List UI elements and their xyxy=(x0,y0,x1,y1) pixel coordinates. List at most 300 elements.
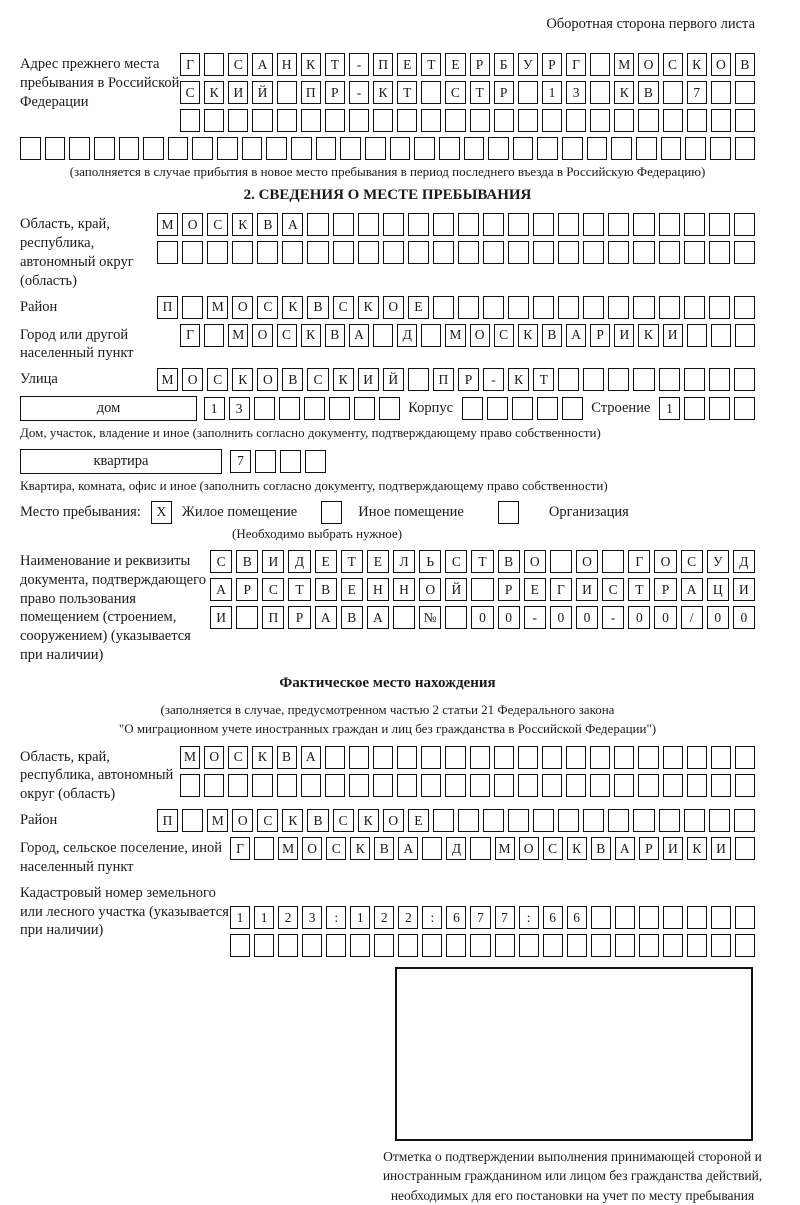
char-cell[interactable] xyxy=(397,746,417,769)
char-cell[interactable]: Т xyxy=(288,578,310,601)
char-cell[interactable]: Й xyxy=(383,368,404,391)
char-cell[interactable] xyxy=(659,809,680,832)
char-cell[interactable]: Р xyxy=(288,606,310,629)
char-cell[interactable]: Т xyxy=(471,550,493,573)
char-cell[interactable]: П xyxy=(262,606,284,629)
char-cell[interactable] xyxy=(390,137,411,160)
char-cell[interactable]: А xyxy=(301,746,321,769)
char-cell[interactable]: Г xyxy=(566,53,586,76)
char-cell[interactable] xyxy=(408,241,429,264)
char-cell[interactable]: А xyxy=(252,53,272,76)
char-cell[interactable]: Р xyxy=(458,368,479,391)
char-cell[interactable]: М xyxy=(614,53,634,76)
char-cell[interactable] xyxy=(633,368,654,391)
char-cell[interactable] xyxy=(439,137,460,160)
char-cell[interactable]: И xyxy=(576,578,598,601)
char-cell[interactable]: 1 xyxy=(350,906,370,929)
char-cell[interactable]: О xyxy=(252,324,272,347)
char-cell[interactable]: С xyxy=(307,368,328,391)
char-cell[interactable] xyxy=(207,241,228,264)
char-cell[interactable] xyxy=(494,109,514,132)
char-cell[interactable]: 1 xyxy=(204,397,225,420)
char-cell[interactable] xyxy=(518,81,538,104)
char-cell[interactable]: У xyxy=(518,53,538,76)
char-cell[interactable] xyxy=(611,137,632,160)
char-cell[interactable]: Г xyxy=(628,550,650,573)
char-cell[interactable]: О xyxy=(383,296,404,319)
char-cell[interactable] xyxy=(566,746,586,769)
char-cell[interactable] xyxy=(302,934,322,957)
char-cell[interactable]: О xyxy=(419,578,441,601)
char-cell[interactable] xyxy=(614,746,634,769)
char-cell[interactable]: Е xyxy=(341,578,363,601)
char-cell[interactable] xyxy=(590,81,610,104)
char-cell[interactable] xyxy=(684,296,705,319)
char-cell[interactable] xyxy=(542,746,562,769)
char-cell[interactable] xyxy=(566,109,586,132)
char-cell[interactable] xyxy=(422,837,442,860)
char-cell[interactable] xyxy=(659,296,680,319)
char-cell[interactable]: В xyxy=(282,368,303,391)
char-cell[interactable]: Г xyxy=(180,324,200,347)
char-cell[interactable] xyxy=(228,774,248,797)
char-cell[interactable]: М xyxy=(445,324,465,347)
char-cell[interactable] xyxy=(518,109,538,132)
char-cell[interactable]: О xyxy=(519,837,539,860)
char-cell[interactable]: С xyxy=(228,746,248,769)
char-cell[interactable] xyxy=(305,450,326,473)
char-cell[interactable] xyxy=(587,137,608,160)
char-cell[interactable]: Р xyxy=(494,81,514,104)
char-cell[interactable] xyxy=(464,137,485,160)
char-cell[interactable] xyxy=(663,906,683,929)
char-cell[interactable]: / xyxy=(681,606,703,629)
char-cell[interactable] xyxy=(304,397,325,420)
char-cell[interactable]: К xyxy=(301,324,321,347)
char-cell[interactable] xyxy=(307,241,328,264)
char-cell[interactable] xyxy=(69,137,90,160)
char-cell[interactable] xyxy=(711,746,731,769)
char-cell[interactable] xyxy=(591,934,611,957)
char-cell[interactable]: П xyxy=(157,296,178,319)
char-cell[interactable] xyxy=(533,809,554,832)
char-cell[interactable] xyxy=(94,137,115,160)
char-cell[interactable] xyxy=(20,137,41,160)
char-cell[interactable]: Г xyxy=(230,837,250,860)
char-cell[interactable] xyxy=(254,934,274,957)
char-cell[interactable]: О xyxy=(257,368,278,391)
char-cell[interactable]: И xyxy=(663,324,683,347)
char-cell[interactable] xyxy=(494,774,514,797)
char-cell[interactable] xyxy=(562,397,583,420)
char-cell[interactable]: - xyxy=(602,606,624,629)
char-cell[interactable] xyxy=(590,109,610,132)
char-cell[interactable]: : xyxy=(326,906,346,929)
char-cell[interactable] xyxy=(711,109,731,132)
char-cell[interactable] xyxy=(421,746,441,769)
char-cell[interactable] xyxy=(558,213,579,236)
char-cell[interactable]: И xyxy=(358,368,379,391)
char-cell[interactable]: 6 xyxy=(446,906,466,929)
char-cell[interactable] xyxy=(182,296,203,319)
char-cell[interactable] xyxy=(445,606,467,629)
char-cell[interactable] xyxy=(397,109,417,132)
char-cell[interactable] xyxy=(537,137,558,160)
char-cell[interactable] xyxy=(533,213,554,236)
char-cell[interactable]: 0 xyxy=(576,606,598,629)
char-cell[interactable] xyxy=(350,934,370,957)
char-cell[interactable] xyxy=(687,934,707,957)
char-cell[interactable] xyxy=(735,906,755,929)
char-cell[interactable] xyxy=(583,368,604,391)
char-cell[interactable]: С xyxy=(207,213,228,236)
char-cell[interactable]: О xyxy=(302,837,322,860)
char-cell[interactable] xyxy=(734,241,755,264)
char-cell[interactable] xyxy=(734,296,755,319)
char-cell[interactable]: К xyxy=(687,53,707,76)
char-cell[interactable] xyxy=(316,137,337,160)
char-cell[interactable] xyxy=(537,397,558,420)
char-cell[interactable]: Р xyxy=(236,578,258,601)
char-cell[interactable]: О xyxy=(470,324,490,347)
char-cell[interactable] xyxy=(279,397,300,420)
char-cell[interactable] xyxy=(329,397,350,420)
char-cell[interactable]: В xyxy=(257,213,278,236)
char-cell[interactable]: В xyxy=(591,837,611,860)
char-cell[interactable] xyxy=(709,296,730,319)
char-cell[interactable] xyxy=(458,296,479,319)
char-cell[interactable] xyxy=(470,837,490,860)
char-cell[interactable] xyxy=(458,213,479,236)
char-cell[interactable]: А xyxy=(349,324,369,347)
char-cell[interactable]: В xyxy=(638,81,658,104)
char-cell[interactable] xyxy=(483,809,504,832)
char-cell[interactable]: Д xyxy=(288,550,310,573)
char-cell[interactable]: Е xyxy=(315,550,337,573)
char-cell[interactable] xyxy=(379,397,400,420)
char-cell[interactable] xyxy=(182,241,203,264)
char-cell[interactable] xyxy=(734,213,755,236)
char-cell[interactable]: К xyxy=(232,213,253,236)
char-cell[interactable] xyxy=(433,241,454,264)
char-cell[interactable]: Р xyxy=(498,578,520,601)
char-cell[interactable]: С xyxy=(445,81,465,104)
checkbox-zhiloe[interactable]: X xyxy=(151,501,172,524)
char-cell[interactable]: 3 xyxy=(229,397,250,420)
checkbox-organizatsiya[interactable] xyxy=(498,501,519,524)
char-cell[interactable] xyxy=(483,213,504,236)
char-cell[interactable]: О xyxy=(204,746,224,769)
char-cell[interactable]: Е xyxy=(408,296,429,319)
char-cell[interactable]: 7 xyxy=(495,906,515,929)
char-cell[interactable] xyxy=(446,934,466,957)
char-cell[interactable]: И xyxy=(228,81,248,104)
char-cell[interactable] xyxy=(393,606,415,629)
char-cell[interactable]: 0 xyxy=(707,606,729,629)
char-cell[interactable] xyxy=(204,109,224,132)
char-cell[interactable] xyxy=(734,397,755,420)
char-cell[interactable]: С xyxy=(663,53,683,76)
char-cell[interactable] xyxy=(445,774,465,797)
char-cell[interactable] xyxy=(397,774,417,797)
char-cell[interactable]: П xyxy=(433,368,454,391)
char-cell[interactable] xyxy=(254,397,275,420)
char-cell[interactable]: Е xyxy=(445,53,465,76)
char-cell[interactable]: 1 xyxy=(659,397,680,420)
char-cell[interactable]: К xyxy=(282,809,303,832)
char-cell[interactable] xyxy=(633,213,654,236)
char-cell[interactable] xyxy=(349,746,369,769)
char-cell[interactable]: К xyxy=(350,837,370,860)
char-cell[interactable] xyxy=(735,774,755,797)
char-cell[interactable]: К xyxy=(252,746,272,769)
char-cell[interactable]: В xyxy=(236,550,258,573)
char-cell[interactable]: 0 xyxy=(498,606,520,629)
char-cell[interactable] xyxy=(291,137,312,160)
char-cell[interactable]: 0 xyxy=(550,606,572,629)
char-cell[interactable] xyxy=(533,296,554,319)
char-cell[interactable]: Ц xyxy=(707,578,729,601)
char-cell[interactable] xyxy=(470,934,490,957)
char-cell[interactable]: К xyxy=(333,368,354,391)
char-cell[interactable]: У xyxy=(707,550,729,573)
char-cell[interactable] xyxy=(252,109,272,132)
char-cell[interactable]: И xyxy=(262,550,284,573)
char-cell[interactable] xyxy=(709,809,730,832)
char-cell[interactable] xyxy=(566,774,586,797)
char-cell[interactable] xyxy=(180,109,200,132)
char-cell[interactable]: С xyxy=(257,296,278,319)
char-cell[interactable]: Л xyxy=(393,550,415,573)
char-cell[interactable]: И xyxy=(210,606,232,629)
char-cell[interactable]: Р xyxy=(470,53,490,76)
char-cell[interactable] xyxy=(204,324,224,347)
char-cell[interactable]: П xyxy=(373,53,393,76)
char-cell[interactable] xyxy=(543,934,563,957)
char-cell[interactable] xyxy=(445,746,465,769)
char-cell[interactable]: О xyxy=(232,809,253,832)
char-cell[interactable]: Й xyxy=(252,81,272,104)
char-cell[interactable]: М xyxy=(278,837,298,860)
char-cell[interactable] xyxy=(615,906,635,929)
char-cell[interactable]: Е xyxy=(524,578,546,601)
char-cell[interactable]: Е xyxy=(397,53,417,76)
char-cell[interactable]: : xyxy=(519,906,539,929)
char-cell[interactable] xyxy=(608,368,629,391)
char-cell[interactable]: С xyxy=(333,296,354,319)
char-cell[interactable] xyxy=(266,137,287,160)
char-cell[interactable] xyxy=(734,368,755,391)
char-cell[interactable]: Н xyxy=(393,578,415,601)
char-cell[interactable]: А xyxy=(615,837,635,860)
char-cell[interactable]: Н xyxy=(367,578,389,601)
char-cell[interactable] xyxy=(663,934,683,957)
char-cell[interactable]: Р xyxy=(325,81,345,104)
char-cell[interactable]: В xyxy=(542,324,562,347)
char-cell[interactable] xyxy=(257,241,278,264)
char-cell[interactable] xyxy=(230,934,250,957)
char-cell[interactable]: О xyxy=(182,368,203,391)
char-cell[interactable] xyxy=(533,241,554,264)
char-cell[interactable] xyxy=(255,450,276,473)
char-cell[interactable]: 1 xyxy=(254,906,274,929)
char-cell[interactable] xyxy=(735,837,755,860)
char-cell[interactable]: К xyxy=(518,324,538,347)
char-cell[interactable] xyxy=(590,53,610,76)
char-cell[interactable] xyxy=(349,109,369,132)
char-cell[interactable] xyxy=(687,906,707,929)
char-cell[interactable]: К xyxy=(373,81,393,104)
char-cell[interactable]: О xyxy=(654,550,676,573)
char-cell[interactable] xyxy=(513,137,534,160)
char-cell[interactable] xyxy=(373,746,393,769)
char-cell[interactable]: 2 xyxy=(398,906,418,929)
char-cell[interactable] xyxy=(374,934,394,957)
char-cell[interactable]: Д xyxy=(397,324,417,347)
char-cell[interactable]: В xyxy=(735,53,755,76)
char-cell[interactable] xyxy=(711,81,731,104)
char-cell[interactable] xyxy=(408,213,429,236)
char-cell[interactable] xyxy=(414,137,435,160)
char-cell[interactable] xyxy=(590,774,610,797)
char-cell[interactable]: К xyxy=(282,296,303,319)
char-cell[interactable] xyxy=(365,137,386,160)
char-cell[interactable] xyxy=(614,774,634,797)
char-cell[interactable] xyxy=(280,450,301,473)
char-cell[interactable] xyxy=(487,397,508,420)
char-cell[interactable]: Д xyxy=(446,837,466,860)
char-cell[interactable]: С xyxy=(681,550,703,573)
char-cell[interactable] xyxy=(583,241,604,264)
char-cell[interactable]: С xyxy=(210,550,232,573)
char-cell[interactable] xyxy=(508,809,529,832)
char-cell[interactable]: Е xyxy=(408,809,429,832)
char-cell[interactable] xyxy=(518,774,538,797)
char-cell[interactable]: Д xyxy=(733,550,755,573)
char-cell[interactable]: Р xyxy=(590,324,610,347)
char-cell[interactable] xyxy=(608,809,629,832)
char-cell[interactable]: В xyxy=(315,578,337,601)
char-cell[interactable]: О xyxy=(711,53,731,76)
char-cell[interactable]: Т xyxy=(533,368,554,391)
char-cell[interactable] xyxy=(421,81,441,104)
char-cell[interactable] xyxy=(445,109,465,132)
char-cell[interactable] xyxy=(333,213,354,236)
char-cell[interactable] xyxy=(398,934,418,957)
char-cell[interactable] xyxy=(325,746,345,769)
char-cell[interactable]: А xyxy=(367,606,389,629)
char-cell[interactable]: М xyxy=(495,837,515,860)
char-cell[interactable]: И xyxy=(733,578,755,601)
char-cell[interactable]: - xyxy=(524,606,546,629)
char-cell[interactable] xyxy=(735,81,755,104)
char-cell[interactable]: Г xyxy=(180,53,200,76)
char-cell[interactable]: Н xyxy=(277,53,297,76)
char-cell[interactable] xyxy=(583,213,604,236)
char-cell[interactable] xyxy=(228,109,248,132)
char-cell[interactable] xyxy=(711,774,731,797)
char-cell[interactable] xyxy=(180,774,200,797)
char-cell[interactable] xyxy=(325,774,345,797)
char-cell[interactable]: И xyxy=(614,324,634,347)
char-cell[interactable] xyxy=(471,578,493,601)
char-cell[interactable] xyxy=(663,774,683,797)
char-cell[interactable]: А xyxy=(566,324,586,347)
char-cell[interactable] xyxy=(232,241,253,264)
char-cell[interactable] xyxy=(519,934,539,957)
char-cell[interactable]: К xyxy=(687,837,707,860)
char-cell[interactable] xyxy=(684,397,705,420)
char-cell[interactable] xyxy=(684,809,705,832)
char-cell[interactable]: 6 xyxy=(543,906,563,929)
char-cell[interactable]: : xyxy=(422,906,442,929)
char-cell[interactable]: 0 xyxy=(654,606,676,629)
char-cell[interactable] xyxy=(217,137,238,160)
char-cell[interactable] xyxy=(558,368,579,391)
char-cell[interactable] xyxy=(633,296,654,319)
char-cell[interactable] xyxy=(421,774,441,797)
char-cell[interactable]: С xyxy=(494,324,514,347)
char-cell[interactable]: А xyxy=(398,837,418,860)
char-cell[interactable]: К xyxy=(301,53,321,76)
char-cell[interactable] xyxy=(709,397,730,420)
char-cell[interactable] xyxy=(583,296,604,319)
char-cell[interactable] xyxy=(684,241,705,264)
char-cell[interactable] xyxy=(639,934,659,957)
char-cell[interactable] xyxy=(709,241,730,264)
char-cell[interactable] xyxy=(192,137,213,160)
char-cell[interactable] xyxy=(687,109,707,132)
char-cell[interactable] xyxy=(45,137,66,160)
char-cell[interactable]: А xyxy=(681,578,703,601)
char-cell[interactable] xyxy=(168,137,189,160)
char-cell[interactable]: П xyxy=(157,809,178,832)
char-cell[interactable]: Т xyxy=(325,53,345,76)
char-cell[interactable] xyxy=(277,774,297,797)
char-cell[interactable]: К xyxy=(567,837,587,860)
char-cell[interactable]: С xyxy=(262,578,284,601)
char-cell[interactable] xyxy=(483,241,504,264)
char-cell[interactable] xyxy=(542,109,562,132)
char-cell[interactable]: А xyxy=(315,606,337,629)
char-cell[interactable] xyxy=(558,296,579,319)
char-cell[interactable]: В xyxy=(277,746,297,769)
char-cell[interactable] xyxy=(663,109,683,132)
char-cell[interactable] xyxy=(590,746,610,769)
char-cell[interactable] xyxy=(433,809,454,832)
char-cell[interactable]: 2 xyxy=(374,906,394,929)
char-cell[interactable] xyxy=(663,81,683,104)
char-cell[interactable] xyxy=(735,109,755,132)
char-cell[interactable]: О xyxy=(232,296,253,319)
char-cell[interactable] xyxy=(562,137,583,160)
char-cell[interactable]: 7 xyxy=(230,450,251,473)
char-cell[interactable]: Ь xyxy=(419,550,441,573)
char-cell[interactable] xyxy=(301,109,321,132)
char-cell[interactable] xyxy=(373,109,393,132)
char-cell[interactable] xyxy=(383,213,404,236)
char-cell[interactable]: К xyxy=(204,81,224,104)
char-cell[interactable]: 3 xyxy=(566,81,586,104)
char-cell[interactable]: О xyxy=(383,809,404,832)
char-cell[interactable]: П xyxy=(301,81,321,104)
char-cell[interactable] xyxy=(143,137,164,160)
char-cell[interactable] xyxy=(421,324,441,347)
char-cell[interactable]: С xyxy=(228,53,248,76)
char-cell[interactable]: М xyxy=(207,296,228,319)
char-cell[interactable] xyxy=(711,324,731,347)
char-cell[interactable] xyxy=(182,809,203,832)
